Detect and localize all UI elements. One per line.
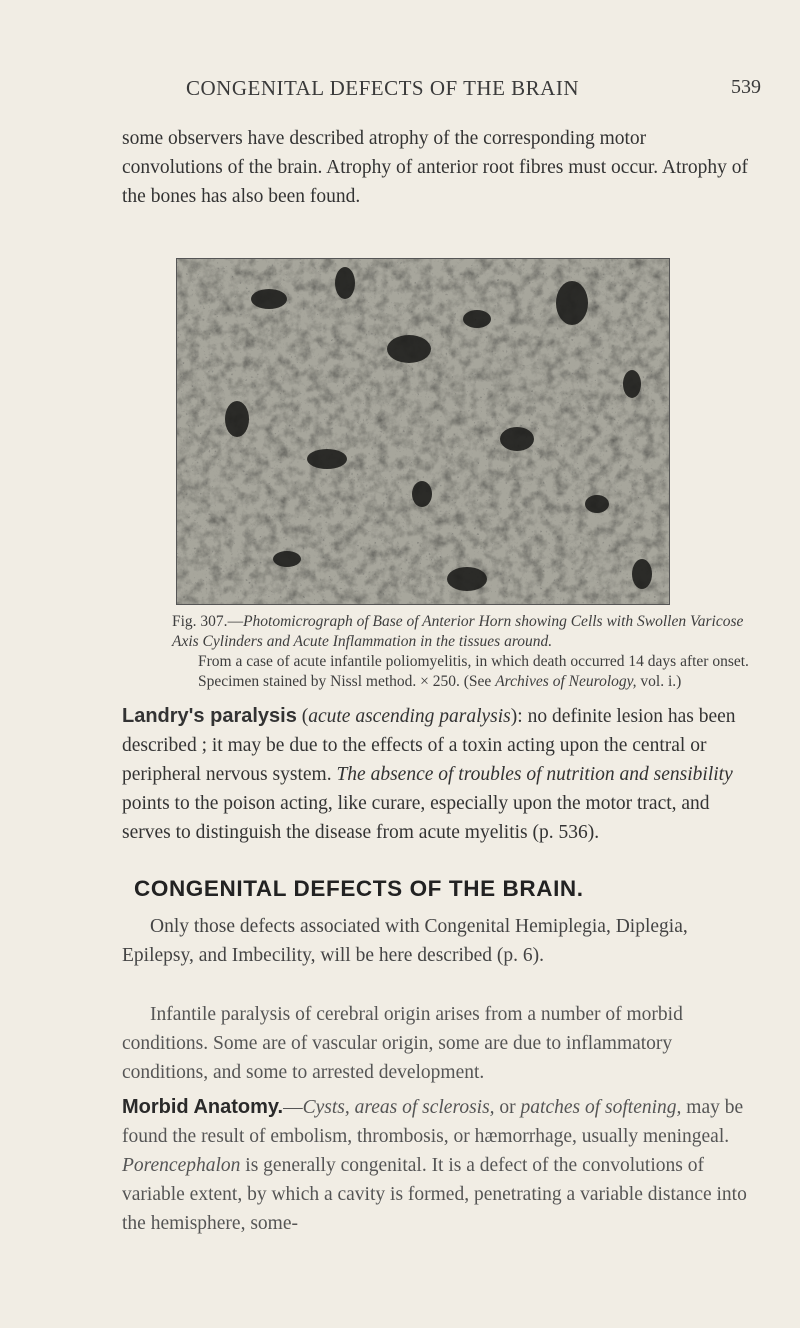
morbid-italic-c: Porencephalon — [122, 1155, 241, 1176]
caption-label: Fig. 307. — [172, 613, 228, 630]
landry-term: Landry's paralysis — [122, 705, 297, 727]
morbid-text-c: is generally congenital. It is a defect of the convolutions of variable extent, by which a cavity is formed, penetrating a variable distance into the hemisphere, some- — [122, 1155, 747, 1234]
caption-source: Archives of Neurology, — [495, 673, 637, 690]
section-heading: CONGENITAL DEFECTS OF THE BRAIN. — [134, 876, 584, 901]
landry-synonym: acute ascending paralysis — [308, 706, 511, 727]
photomicrograph-figure — [176, 258, 670, 605]
landry-text-c: points to the poison acting, like curare, especially upon the motor tract, and serves to distinguish the disease from acute myelitis (p. 536). — [122, 793, 710, 843]
caption-text: From a case of acute infantile poliomyelitis, in which death occurred 14 days after onset. Specimen stained by Nissl method. — [198, 653, 749, 690]
section-paragraph-2: Infantile paralysis of cerebral origin arises from a number of morbid conditions. Some are of vascular origin, some are due to inflammatory conditions, and some to arrested development. — [122, 1004, 683, 1083]
caption-title: Photomicrograph of Base of Anterior Horn showing Cells with Swollen Varicose Axis Cylinders and Acute Inflammation in the tissues around. — [172, 613, 744, 650]
running-head — [0, 76, 800, 104]
morbid-italic-a: Cysts, areas of sclerosis, — [302, 1097, 495, 1118]
intro-paragraph: some observers have described atrophy of the corresponding motor convolutions of the brain. Atrophy of anterior root fibres must occur. Atrophy of the bones has also been found. — [122, 128, 749, 207]
morbid-italic-b: patches of softening, — [520, 1097, 682, 1118]
section-paragraph-1: Only those defects associated with Congenital Hemiplegia, Diplegia, Epilepsy, and Imbecility, will be here described (p. 6). — [122, 916, 688, 966]
running-title: CONGENITAL DEFECTS OF THE BRAIN — [186, 76, 579, 100]
landry-italic-b: The absence of troubles of nutrition and sensibility — [336, 764, 733, 785]
morbid-anatomy-lead: Morbid Anatomy. — [122, 1096, 284, 1118]
figure-caption: Fig. 307.—Photomicrograph of Base of Anterior Horn showing Cells with Swollen Varicose Axis Cylinders and Acute Inflammation in the tissues around. From a case of acute infantile poliomyelitis, in which death occurred 14 days after onset. Specimen stained by Nissl method. × 250. (See Archives of Neurology, vol. i.) — [172, 613, 749, 690]
morbid-dash: — — [283, 1097, 303, 1118]
morbid-text-b: may be found the result of embolism, thrombosis, or hæmorrhage, usually meningeal. — [122, 1097, 744, 1147]
caption-see: (See — [463, 673, 492, 690]
landry-paragraph: Landry's paralysis (acute ascending paralysis): no definite lesion has been described ; it may be due to the effects of a toxin acting upon the central or peripheral nervous system. The absence of troubles of nutrition and sensibility points to the poison acting, like curare, especially upon the motor tract, and serves to distinguish the disease from acute myelitis (p. 536). — [122, 705, 736, 843]
morbid-anatomy-paragraph — [122, 1093, 750, 1238]
caption-volume: vol. i.) — [640, 673, 682, 690]
landry-text-a: : no definite lesion has been described ; it may be due to the effects of a toxin acting upon the central or peripheral nervous system. — [122, 706, 736, 785]
page-number: 539 — [731, 76, 761, 98]
caption-body — [172, 652, 750, 692]
caption-magnification: × 250. — [420, 673, 460, 690]
morbid-or: or — [494, 1097, 521, 1118]
photomicrograph-image — [177, 259, 669, 604]
